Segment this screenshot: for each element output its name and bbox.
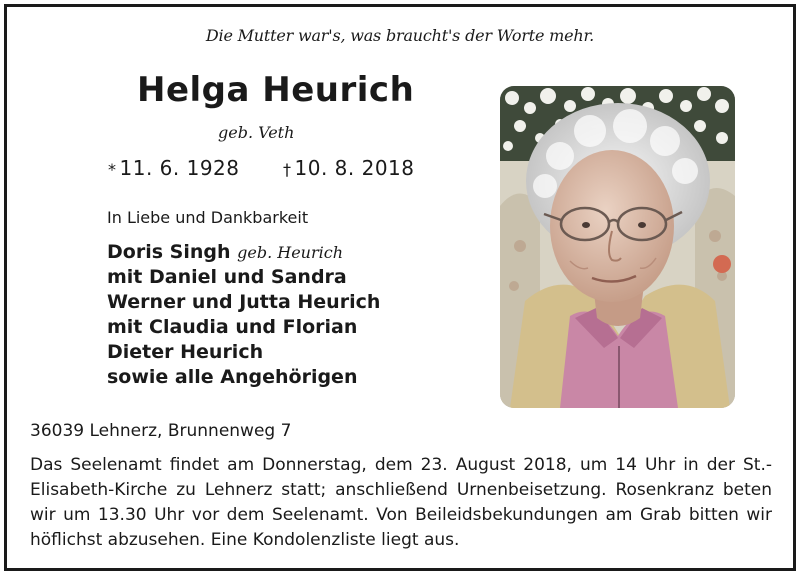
- mourner-line: Werner und Jutta Heurich: [107, 291, 381, 313]
- death-date-line: [283, 156, 415, 180]
- mourners-intro: In Liebe und Dankbarkeit: [107, 208, 309, 227]
- mourner-maiden-name: geb. Heurich: [237, 243, 343, 262]
- birth-date-line: [108, 156, 240, 180]
- mourner-line: Dieter Heurich: [107, 341, 264, 363]
- motto-quote: Die Mutter war's, was braucht's der Worte mehr.: [205, 26, 595, 45]
- maiden-name: geb. Veth: [218, 123, 295, 142]
- service-notice: Das Seelenamt findet am Donnerstag, dem 23. August 2018, um 14 Uhr in der St.-Elisabeth-Kirche zu Lehnerz statt; anschließend Urnenbeisetzung. Rosenkranz beten wir um 13.30 Uhr vor dem Seelenamt. Von Beileidsbekundungen am Grab bitten wir höflichst abzusehen. Eine Kondolenzliste liegt aus.: [30, 455, 772, 550]
- mourner-line: mit Claudia und Florian: [107, 316, 358, 338]
- mourners-list: [107, 240, 380, 390]
- mourner-line: sowie alle Angehörigen: [107, 366, 358, 388]
- mourner-line: mit Daniel und Sandra: [107, 266, 347, 288]
- family-address: 36039 Lehnerz, Brunnenweg 7: [30, 421, 292, 441]
- birth-symbol: *: [108, 160, 117, 179]
- cross-icon: †: [283, 160, 292, 179]
- death-date: 10. 8. 2018: [294, 156, 415, 180]
- mourner-line: [107, 240, 380, 265]
- mourner-name: Doris Singh: [107, 241, 231, 263]
- birth-date: 11. 6. 1928: [119, 156, 240, 180]
- deceased-name: Helga Heurich: [137, 70, 415, 110]
- portrait-photo: [500, 86, 735, 408]
